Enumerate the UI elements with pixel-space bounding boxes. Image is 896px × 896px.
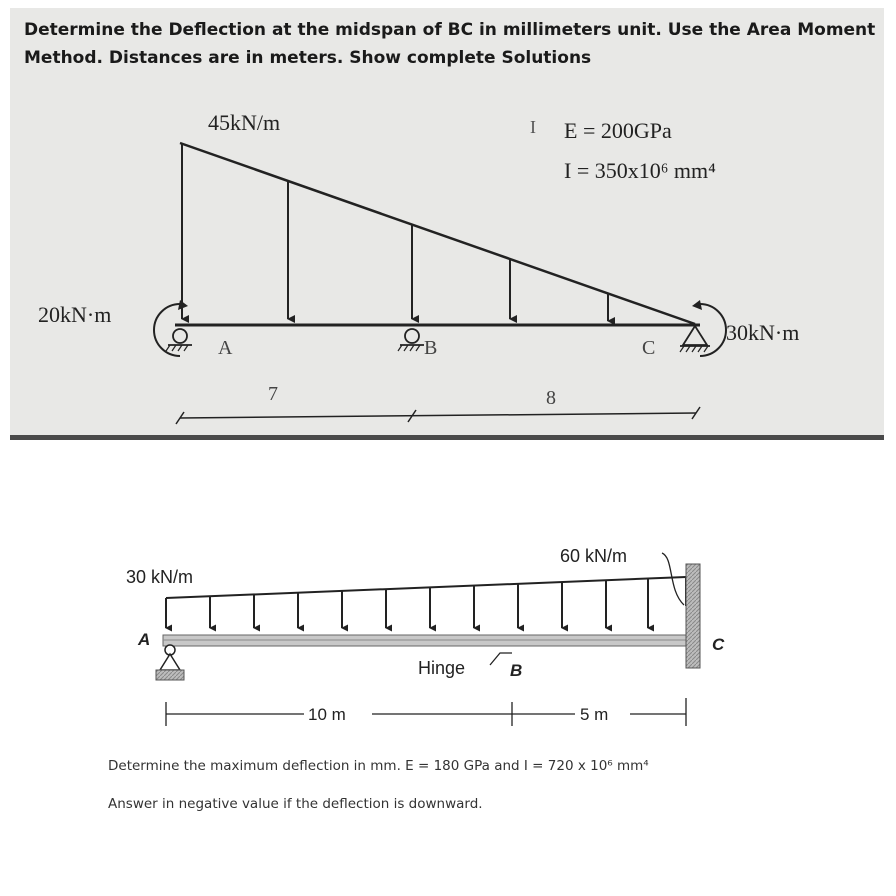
problem-1-title-line-1: Determine the Deflection at the midspan of BC in millimeters unit. Use the Area Moment <box>24 20 876 40</box>
modulus-label: E = 200GPa <box>564 118 672 143</box>
support-c-label: C <box>712 635 725 654</box>
load-left-label: 30 kN/m <box>126 567 194 587</box>
question-text: Determine the maximum deflection in mm. E = 180 GPa and I = 720 x 10⁶ mm⁴ <box>108 758 649 774</box>
span-bc-label: 8 <box>546 387 556 409</box>
dimension-line-1 <box>176 407 700 424</box>
load-right-label: 60 kN/m <box>560 546 628 566</box>
moment-arrowhead-right <box>692 300 702 310</box>
moment-left-label: 20kN·m <box>38 302 112 327</box>
load-leader-curve <box>662 553 684 605</box>
hinge-leader <box>490 653 512 665</box>
beam-diagram-1 <box>10 8 884 435</box>
support-b-label: B <box>424 337 438 359</box>
beam-diagram-2 <box>0 440 896 896</box>
hinge-label: Hinge <box>418 658 466 678</box>
support-c-pin <box>680 326 710 352</box>
support-a-label: A <box>138 630 151 649</box>
moment-right-label: 30kN·m <box>726 320 800 345</box>
inertia-label: I = 350x10⁶ mm⁴ <box>564 158 716 183</box>
problem-2-panel <box>0 440 896 896</box>
fixed-wall-c <box>686 564 700 668</box>
load-intensity-label: 45kN/m <box>208 110 281 135</box>
problem-1-title-line-2: Method. Distances are in meters. Show complete Solutions <box>24 48 592 68</box>
moment-arc-right <box>700 304 726 356</box>
problem-1-panel <box>10 8 884 440</box>
hinge-point-label: B <box>510 661 523 680</box>
support-a-roller <box>166 329 192 351</box>
instruction-text: Answer in negative value if the deflection is downward. <box>108 796 483 812</box>
trapezoidal-load <box>166 577 686 628</box>
support-b-roller <box>398 329 424 351</box>
load-top-line <box>166 577 686 598</box>
span-ab-label: 10 m <box>308 705 346 724</box>
section-i-mark: I <box>530 117 536 137</box>
support-a-pin <box>156 645 184 680</box>
span-bc-label: 5 m <box>580 705 609 724</box>
support-c-label: C <box>642 337 656 359</box>
support-a-label: A <box>218 337 233 359</box>
span-ab-label: 7 <box>268 383 278 405</box>
